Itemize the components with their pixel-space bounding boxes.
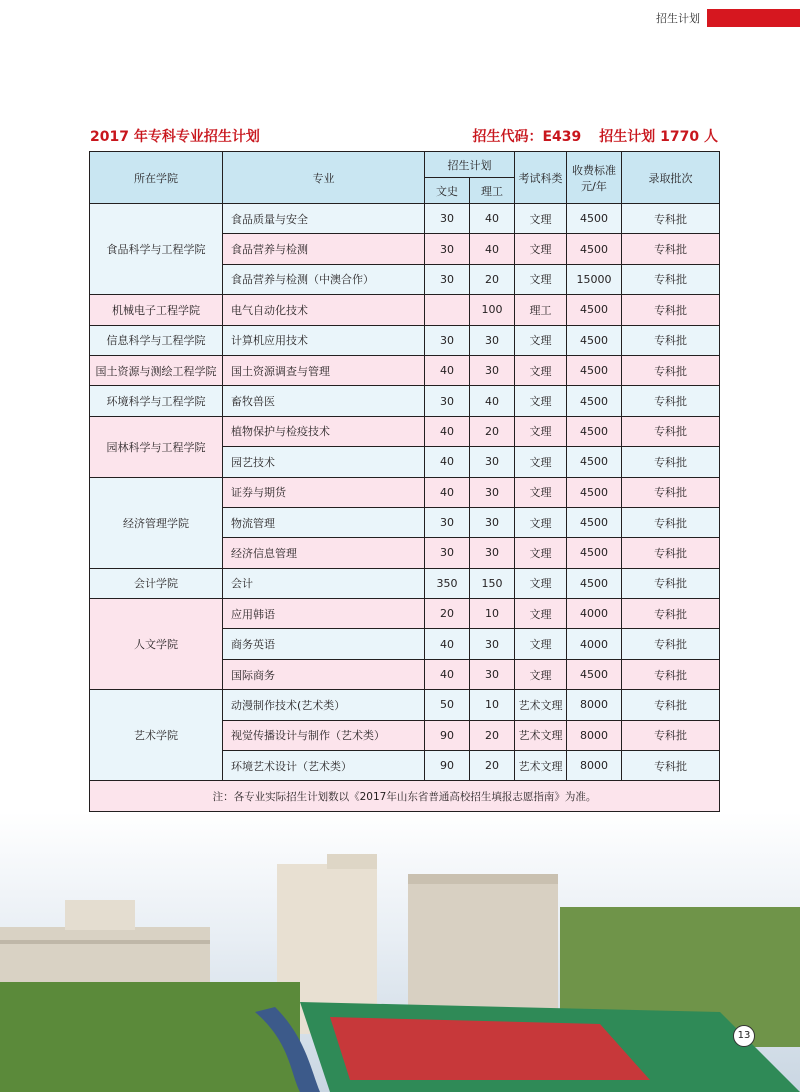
exam-cell: 文理: [515, 204, 567, 234]
fee-cell: 4500: [567, 355, 622, 385]
exam-cell: 文理: [515, 568, 567, 598]
major-cell: 食品营养与检测: [223, 234, 425, 264]
exam-cell: 文理: [515, 386, 567, 416]
college-cell: 环境科学与工程学院: [90, 386, 223, 416]
exam-cell: 文理: [515, 447, 567, 477]
table-row: [90, 386, 720, 416]
table-row: [90, 204, 720, 234]
batch-cell: 专科批: [622, 295, 720, 325]
fee-cell: 4500: [567, 386, 622, 416]
wenshi-cell: 40: [425, 447, 470, 477]
batch-cell: 专科批: [622, 355, 720, 385]
ligong-cell: 20: [470, 720, 515, 750]
major-cell: 物流管理: [223, 507, 425, 537]
wenshi-cell: [425, 295, 470, 325]
ligong-cell: 20: [470, 416, 515, 446]
major-cell: 计算机应用技术: [223, 325, 425, 355]
fee-cell: 4500: [567, 447, 622, 477]
plan-total: 招生计划 1770 人: [599, 129, 718, 145]
header-major: 专业: [223, 152, 425, 204]
batch-cell: 专科批: [622, 416, 720, 446]
college-cell: 艺术学院: [90, 690, 223, 781]
fee-cell: 4500: [567, 477, 622, 507]
wenshi-cell: 40: [425, 659, 470, 689]
ligong-cell: 30: [470, 477, 515, 507]
header-plan: 招生计划: [425, 152, 515, 178]
exam-cell: 文理: [515, 599, 567, 629]
college-cell: 经济管理学院: [90, 477, 223, 568]
batch-cell: 专科批: [622, 599, 720, 629]
exam-cell: 文理: [515, 234, 567, 264]
wenshi-cell: 350: [425, 568, 470, 598]
wenshi-cell: 30: [425, 234, 470, 264]
header-wenshi: 文史: [425, 178, 470, 204]
major-cell: 国际商务: [223, 659, 425, 689]
ligong-cell: 10: [470, 690, 515, 720]
fee-cell: 4500: [567, 568, 622, 598]
college-cell: 会计学院: [90, 568, 223, 598]
header-fee-line1: 收费标准: [572, 163, 616, 177]
wenshi-cell: 40: [425, 629, 470, 659]
ligong-cell: 20: [470, 264, 515, 294]
major-cell: 经济信息管理: [223, 538, 425, 568]
fee-cell: 8000: [567, 690, 622, 720]
college-cell: 人文学院: [90, 599, 223, 690]
exam-cell: 文理: [515, 629, 567, 659]
fee-cell: 8000: [567, 720, 622, 750]
table-row: [90, 477, 720, 507]
exam-cell: 文理: [515, 264, 567, 294]
exam-cell: 文理: [515, 477, 567, 507]
batch-cell: 专科批: [622, 477, 720, 507]
wenshi-cell: 40: [425, 477, 470, 507]
exam-cell: 文理: [515, 538, 567, 568]
fee-cell: 4500: [567, 204, 622, 234]
major-cell: 园艺技术: [223, 447, 425, 477]
batch-cell: 专科批: [622, 629, 720, 659]
section-color-bar: [707, 9, 800, 27]
exam-cell: 文理: [515, 355, 567, 385]
plan-title-row: [90, 126, 718, 148]
exam-cell: 文理: [515, 659, 567, 689]
batch-cell: 专科批: [622, 507, 720, 537]
wenshi-cell: 30: [425, 538, 470, 568]
college-cell: 食品科学与工程学院: [90, 204, 223, 295]
batch-cell: 专科批: [622, 720, 720, 750]
wenshi-cell: 30: [425, 264, 470, 294]
exam-cell: 艺术文理: [515, 720, 567, 750]
enrollment-plan-table: [89, 151, 720, 812]
ligong-cell: 30: [470, 355, 515, 385]
wenshi-cell: 50: [425, 690, 470, 720]
batch-cell: 专科批: [622, 659, 720, 689]
batch-cell: 专科批: [622, 234, 720, 264]
major-cell: 会计: [223, 568, 425, 598]
plan-title: 2017 年专科专业招生计划: [90, 129, 260, 145]
fee-cell: 15000: [567, 264, 622, 294]
campus-photo: [0, 812, 800, 1092]
fee-cell: 4500: [567, 234, 622, 264]
table-row: [90, 295, 720, 325]
fee-cell: 4000: [567, 599, 622, 629]
ligong-cell: 20: [470, 751, 515, 781]
batch-cell: 专科批: [622, 690, 720, 720]
ligong-cell: 30: [470, 629, 515, 659]
major-cell: 植物保护与检疫技术: [223, 416, 425, 446]
header-fee-line2: 元/年: [581, 179, 607, 193]
table-note: 注：各专业实际招生计划数以《2017年山东省普通高校招生填报志愿指南》为准。: [90, 781, 720, 812]
exam-cell: 文理: [515, 507, 567, 537]
table-note-row: [90, 781, 720, 812]
wenshi-cell: 40: [425, 355, 470, 385]
table-row: [90, 325, 720, 355]
fee-cell: 4500: [567, 538, 622, 568]
exam-cell: 理工: [515, 295, 567, 325]
major-cell: 食品营养与检测（中澳合作）: [223, 264, 425, 294]
batch-cell: 专科批: [622, 751, 720, 781]
ligong-cell: 30: [470, 507, 515, 537]
page-number: 13: [733, 1025, 755, 1047]
ligong-cell: 30: [470, 447, 515, 477]
table-row: [90, 690, 720, 720]
major-cell: 视觉传播设计与制作（艺术类）: [223, 720, 425, 750]
wenshi-cell: 40: [425, 416, 470, 446]
fee-cell: 4500: [567, 325, 622, 355]
fee-cell: 4500: [567, 295, 622, 325]
wenshi-cell: 20: [425, 599, 470, 629]
college-cell: 国土资源与测绘工程学院: [90, 355, 223, 385]
plan-summary: [472, 126, 718, 146]
batch-cell: 专科批: [622, 386, 720, 416]
major-cell: 动漫制作技术(艺术类）: [223, 690, 425, 720]
table-row: [90, 568, 720, 598]
batch-cell: 专科批: [622, 325, 720, 355]
major-cell: 商务英语: [223, 629, 425, 659]
ligong-cell: 40: [470, 204, 515, 234]
college-cell: 机械电子工程学院: [90, 295, 223, 325]
batch-cell: 专科批: [622, 447, 720, 477]
wenshi-cell: 30: [425, 325, 470, 355]
college-cell: 信息科学与工程学院: [90, 325, 223, 355]
table-row: [90, 416, 720, 446]
batch-cell: 专科批: [622, 568, 720, 598]
wenshi-cell: 30: [425, 507, 470, 537]
major-cell: 应用韩语: [223, 599, 425, 629]
batch-cell: 专科批: [622, 538, 720, 568]
wenshi-cell: 30: [425, 386, 470, 416]
batch-cell: 专科批: [622, 264, 720, 294]
wenshi-cell: 90: [425, 720, 470, 750]
section-label: 招生计划: [656, 12, 700, 25]
header-fee: [567, 152, 622, 204]
ligong-cell: 40: [470, 234, 515, 264]
fee-cell: 4500: [567, 659, 622, 689]
header-ligong: 理工: [470, 178, 515, 204]
header-college: 所在学院: [90, 152, 223, 204]
batch-cell: 专科批: [622, 204, 720, 234]
exam-cell: 艺术文理: [515, 690, 567, 720]
ligong-cell: 150: [470, 568, 515, 598]
major-cell: 环境艺术设计（艺术类）: [223, 751, 425, 781]
major-cell: 电气自动化技术: [223, 295, 425, 325]
table-row: [90, 355, 720, 385]
ligong-cell: 10: [470, 599, 515, 629]
exam-cell: 文理: [515, 416, 567, 446]
ligong-cell: 30: [470, 659, 515, 689]
exam-cell: 文理: [515, 325, 567, 355]
ligong-cell: 100: [470, 295, 515, 325]
ligong-cell: 30: [470, 538, 515, 568]
major-cell: 畜牧兽医: [223, 386, 425, 416]
fee-cell: 4500: [567, 416, 622, 446]
fee-cell: 4500: [567, 507, 622, 537]
major-cell: 证券与期货: [223, 477, 425, 507]
wenshi-cell: 90: [425, 751, 470, 781]
header-exam: 考试科类: [515, 152, 567, 204]
header-batch: 录取批次: [622, 152, 720, 204]
ligong-cell: 30: [470, 325, 515, 355]
wenshi-cell: 30: [425, 204, 470, 234]
exam-cell: 艺术文理: [515, 751, 567, 781]
ligong-cell: 40: [470, 386, 515, 416]
table-row: [90, 599, 720, 629]
enrollment-code: 招生代码：E439: [472, 129, 582, 145]
fee-cell: 8000: [567, 751, 622, 781]
college-cell: 园林科学与工程学院: [90, 416, 223, 477]
fee-cell: 4000: [567, 629, 622, 659]
major-cell: 食品质量与安全: [223, 204, 425, 234]
major-cell: 国土资源调查与管理: [223, 355, 425, 385]
